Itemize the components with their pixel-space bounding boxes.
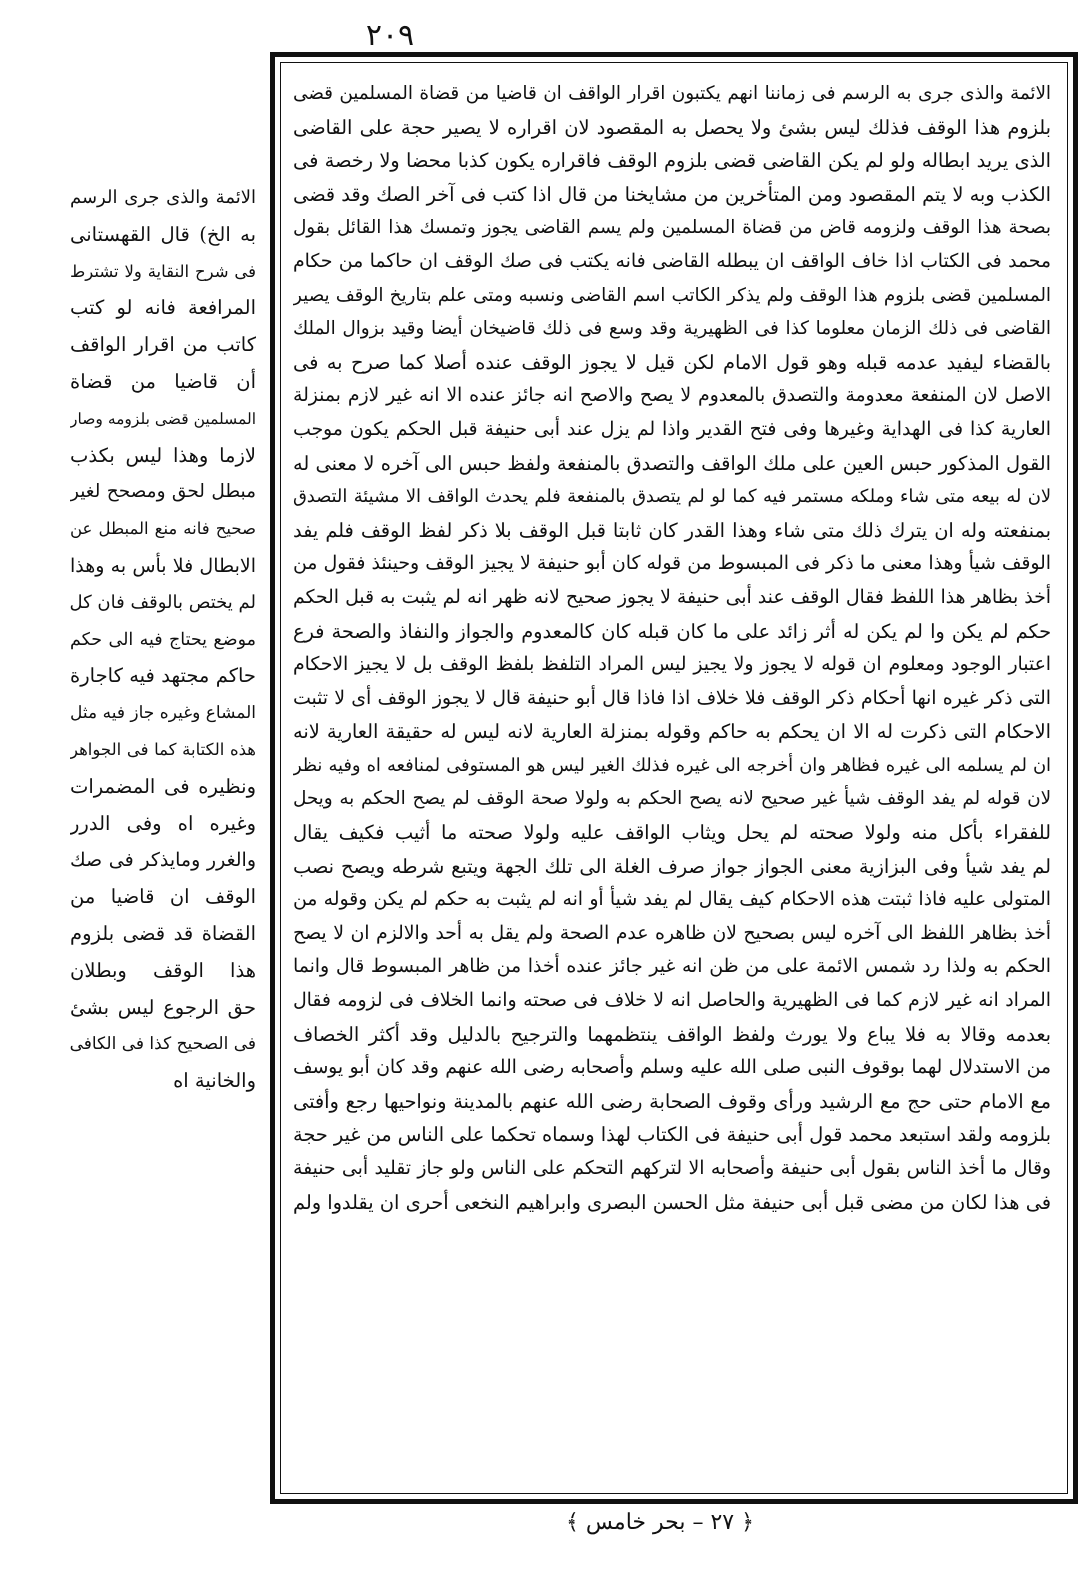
main-text-frame [270, 52, 1078, 1504]
margin-commentary-line: مبطل لحق ومصحح لغير [70, 481, 256, 503]
main-text-line: اعتبار الوجود ومعلوم ان قوله لا يجوز ولا يجيز ليس المراد التلفظ بلفظ الوقف بل لا يجيز الاحكام [293, 654, 1051, 676]
margin-commentary-line: الابطال فلا بأس به وهذا [70, 554, 256, 577]
margin-commentary-line: صحيح فانه منع المبطل عن [70, 519, 256, 539]
margin-commentary-line: القضاة قد قضى بلزوم [70, 921, 256, 945]
main-text-line: ان لم يسلمه الى غيره فظاهر وان أخرجه الى غيره فذلك الغير ليس هو المستوفى لمنافعه اه وفيه نظر [293, 754, 1051, 776]
main-text-line: من الاستدلال لهما بوقوف النبى صلى الله عليه وسلم وأصحابه رضى الله عنهم وقد كان أبو يوسف [293, 1057, 1051, 1079]
main-text-line: بلزوم هذا الوقف فذلك ليس بشئ ولا يحصل به المقصود لان اقراره لا يصير حجة على القاضى [293, 115, 1051, 139]
main-text-line: فى هذا لكان من مضى قبل أبى حنيفة مثل الحسن البصرى وابراهيم النخعى أحرى ان يقلدوا ولم [293, 1190, 1051, 1214]
main-text-line: بمنفعته وله ان يترك ذلك متى شاء وهذا القدر كان ثابتا قبل الوقف بلا ذكر لفظ الوقف فلم يفد [293, 518, 1051, 542]
main-text-line: الوقف شيأ وهذا معنى ما ذكر فى المبسوط من قوله كان أبو حنيفة لا يجيز الوقف وحينئذ فقول من [293, 553, 1051, 575]
margin-commentary-line: حاكم مجتهد فيه كاجارة [70, 664, 256, 688]
margin-commentary-line: والخانية اه [173, 1069, 256, 1093]
margin-commentary-line: به الخ) قال القهستانى [70, 222, 256, 246]
margin-commentary-line: موضع يحتاج فيه الى حكم [70, 629, 256, 650]
main-text-line: الحكم به ولذا رد شمس الائمة على من ظن انه غير جائز عنده أخذا من ظاهر المبسوط قال وانما [293, 956, 1051, 978]
margin-commentary-line: الوقف ان قاضيا من [70, 885, 256, 909]
margin-commentary [70, 180, 256, 1100]
main-text-line: الائمة والذى جرى به الرسم فى زماننا انهم يكتبون اقرار الواقف ان قاضيا من قضاة المسلمين قضى [293, 83, 1051, 104]
main-text-line: أخذ بظاهر اللفظ الى آخره ليس بصحيح لان ظاهره عدم الصحة ولم يقل به أحد والالزم ان لا يصح [293, 922, 1051, 944]
main-text-line: لم يفد شيأ وفى البزازية معنى الجواز جواز صرف الغلة الى تلك الجهة ويتبع شرطه ويصح نصب [293, 854, 1051, 878]
main-text-line: الذى يريد ابطاله ولو لم يكن القاضى قضى بلزوم الوقف فاقراره يكون كذبا محضا ولا رخصة فى [293, 149, 1051, 173]
main-text-line: حكم لم يكن وا لم يكن له أثر زائد على ما كان قبله كان كالمعدوم والجواز والنفاذ والصحة فرع [293, 619, 1051, 643]
main-text-line: العارية كذا فى الهداية وغيرها وفى فتح القدير واذا لم يزل عند أبى حنيفة قبل الحكم يكون موجب [293, 418, 1051, 440]
main-text-line: التى ذكر غيره انها أحكام ذكر الوقف فلا خلاف اذا فاذا قال أبو حنيفة قال لا يجوز الوقف أى لا تثبت [293, 687, 1051, 709]
margin-commentary-line: فى الصحيح كذا فى الكافى [70, 1034, 256, 1055]
main-text-line: الكذب وبه لا يتم المقصود ومن المتأخرين من مشايخنا من قال اذا كتب فى آخر الصك وقد قضى [293, 182, 1051, 206]
margin-commentary-line: والغرر ومايذكر فى صك [70, 849, 256, 872]
margin-commentary-line: المشاع وغيره جاز فيه مثل [70, 703, 256, 724]
margin-commentary-line: أن قاضيا من قضاة [70, 369, 256, 393]
main-text-line: القاضى فى ذلك الزمان معلوما كذا فى الظهيرية وقد وسع فى ذلك قاضيخان أيضا وقيد بزوال الملك [293, 318, 1051, 340]
margin-commentary-line: المسلمين قضى بلزومه وصار [70, 409, 256, 428]
margin-commentary-line: حق الرجوع ليس بشئ [70, 995, 256, 1019]
main-text-line: الاحكام التى ذكرت له الا ان يحكم به حاكم وقوله بمنزلة العارية لانه ليس له حقيقة العارية لانه [293, 720, 1051, 744]
margin-commentary-line: هذه الكتابة كما فى الجواهر [70, 739, 256, 759]
footer-signature: ﴿ ٢٧ – بحر خامس ﴾ [566, 1510, 754, 1535]
main-text-line: لان قوله لم يفد الوقف شيأ غير صحيح لانه يصح الحكم به ولولا صحة الوقف لم يصح الحكم به ويحل [293, 788, 1051, 810]
margin-commentary-line: ونظيره فى المضمرات [70, 774, 256, 798]
main-text-line: الاصل لان المنفعة معدومة والتصدق بالمعدوم لا يصح والاصح انه جائز عنده الا انه غير لازم بمنزلة [293, 385, 1051, 407]
main-text-line: وقال ما أخذ الناس بقول أبى حنيفة وأصحابه الا لتركهم التحكم على الناس ولو جاز تقليد أبى حنيفة [293, 1158, 1051, 1179]
main-text-line: بصحة هذا الوقف ولزومه قاض من قضاة المسلمين ولم يسم القاضى يجوز وتمسك هذا القائل بقول [293, 217, 1051, 239]
margin-commentary-line: لازما وهذا ليس بكذب [70, 443, 256, 467]
main-text-line: للفقراء بأكل منه ولولا صحته لم يحل ويثاب الواقف عليه ولولا صحته ما أثيب فكيف يقال [293, 821, 1051, 845]
margin-commentary-line: الائمة والذى جرى الرسم [70, 187, 256, 208]
margin-commentary-line: فى شرح النقاية ولا تشترط [70, 261, 256, 281]
main-text-line: بلزومه ولقد استبعد محمد قول أبى حنيفة فى الكتاب لهذا وسماه تحكما على الناس من غير حجة [293, 1123, 1051, 1147]
main-text-line: بالقضاء ليفيد عدمه قبله وهو قول الامام لكن قيل لا يجوز الوقف عنده أصلا كما صرح به فى [293, 350, 1051, 374]
main-text-line: القول المذكور حبس العين على ملك الواقف والتصدق بالمنفعة ولفظ حبس الى آخره لا معنى له [293, 451, 1051, 475]
margin-commentary-line: لم يختص بالوقف فان كل [70, 591, 256, 613]
main-text-line: لان له بيعه متى شاء وملكه مستمر فيه كما لو لم يتصدق بالمنفعة فلم يحدث الواقف الا مشيئة التصدق [293, 486, 1051, 508]
margin-commentary-line: وغيره اه وفى الدرر [70, 811, 256, 835]
page-number: ٢٠٩ [365, 18, 415, 53]
margin-commentary-line: كاتب من اقرار الواقف [70, 333, 256, 357]
margin-commentary-line: هذا الوقف وبطلان [70, 958, 256, 982]
main-text-line: المراد انه غير لازم كما فى الظهيرية والحاصل انه لا خلاف فى صحته وانما الخلاف فى لزومه فقال [293, 990, 1051, 1012]
main-text-line: مع الامام حتى حج مع الرشيد ورأى وقوف الصحابة رضى الله عنهم بالمدينة ونواحيها رجع وأفتى [293, 1089, 1051, 1113]
main-text-line: بعدمه وقالا به فلا يباع ولا يورث ولفظ الواقف ينتظمهما والترجيح بالدليل وقد أكثر الخصاف [293, 1022, 1051, 1046]
main-text-body [280, 62, 1068, 1494]
main-text-line: أخذ بظاهر هذا اللفظ فقال الوقف عند أبى حنيفة لا يجوز صحيح لانه ظهر انه لم يثبت به قبل الحكم [293, 586, 1051, 608]
main-text-line: محمد فى الكتاب اذا خاف الواقف ان يبطله القاضى فانه يكتب فى صك الوقف ان حاكما من حكام [293, 250, 1051, 272]
main-text-line: المسلمين قضى بلزوم هذا الوقف ولم يذكر الكاتب اسم القاضى ونسبه ومتى علم بتاريخ الوقف يصير [293, 284, 1051, 306]
margin-commentary-line: المرافعة فانه لو كتب [70, 296, 256, 320]
main-text-line: المتولى عليه فاذا ثبتت هذه الاحكام كيف يقال لم يفد شيأ أو انه لم يثبت به حكم لم يكن وقوله من [293, 889, 1051, 911]
